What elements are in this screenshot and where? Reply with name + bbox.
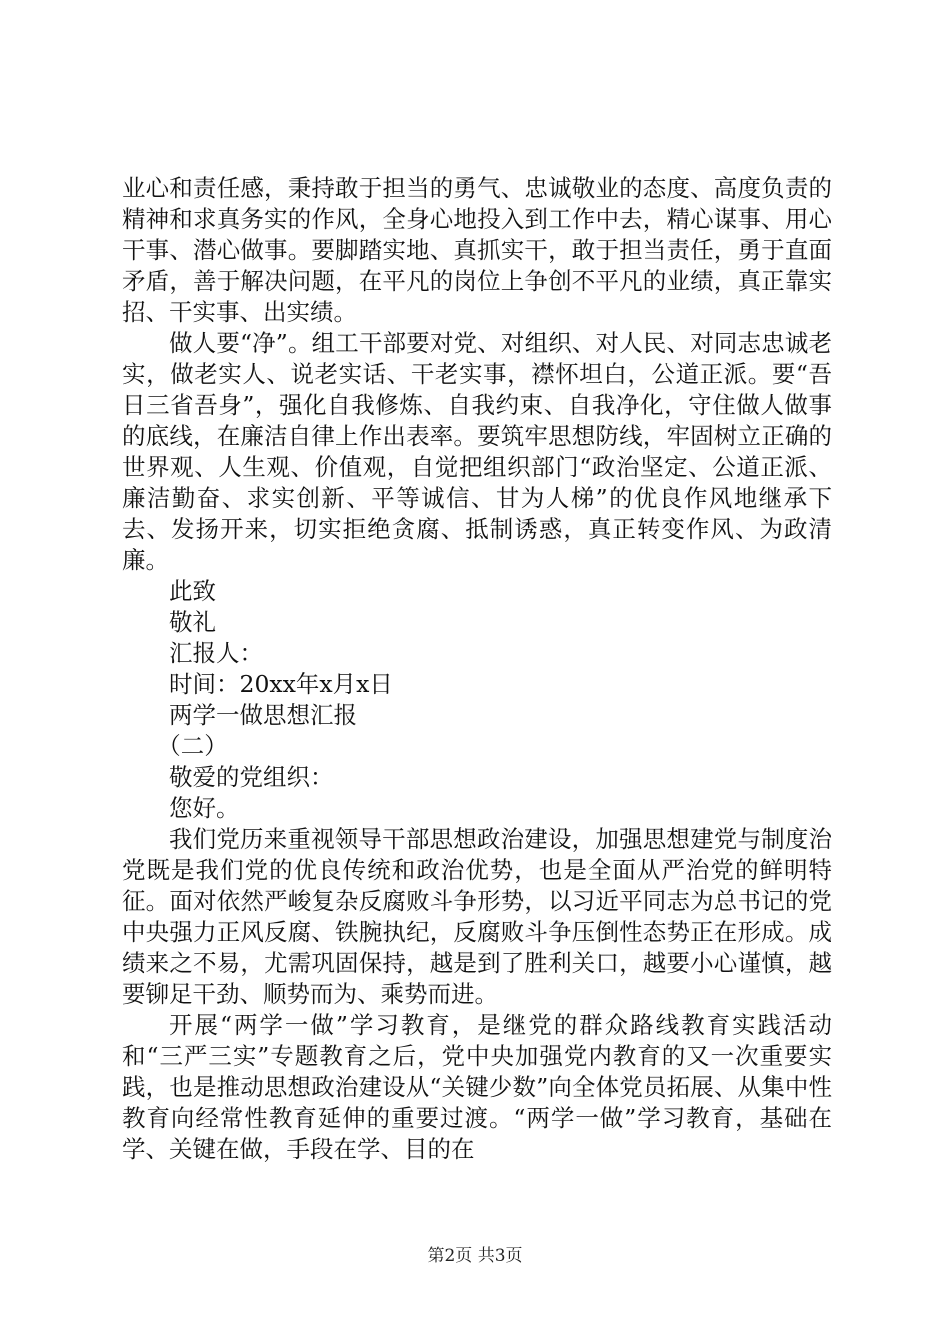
paragraph-integrity: 做人要“净”。组工干部要对党、对组织、对人民、对同志忠诚老实，做老实人、说老实话、干老实事，襟怀坦白，公道正派。要“吾日三省吾身”，强化自我修炼、自我约束、自我净化，守住做人做事的底线，在廉洁自律上作出表率。要筑牢思想防线，牢固树立正确的世界观、人生观、价值观，自觉把组织部门“政治坚定、公道正派、廉洁勤奋、求实创新、平等诚信、甘为人梯”的优良作风地继承下去、发扬开来，切实拒绝贪腐、抵制诱惑，真正转变作风、为政清廉。: [122, 329, 832, 574]
hello-line: 您好。: [169, 794, 240, 822]
section-subtitle: （二）: [157, 732, 228, 760]
date-line: 时间：20xx年x月x日: [169, 670, 393, 698]
page-footer: 第2页 共3页: [427, 1246, 523, 1266]
closing-regards: 敬礼: [169, 608, 216, 636]
section-title: 两学一做思想汇报: [169, 701, 357, 729]
paragraph-party-building: 我们党历来重视领导干部思想政治建设，加强思想建党与制度治党既是我们党的优良传统和政治优势，也是全面从严治党的鲜明特征。面对依然严峻复杂反腐败斗争形势，以习近平同志为总书记的党中央强力正风反腐、铁腕执纪，反腐败斗争压倒性态势正在形成。成绩来之不易，尤需巩固保持，越是到了胜利关口，越要小心谨慎，越要铆足干劲、顺势而为、乘势而进。: [122, 825, 832, 1008]
closing-salutation: 此致: [169, 577, 216, 605]
greeting: 敬爱的党组织：: [169, 763, 334, 791]
document-body: [122, 173, 832, 1165]
paragraph-continued: 业心和责任感，秉持敢于担当的勇气、忠诚敬业的态度、高度负责的精神和求真务实的作风，全身心地投入到工作中去，精心谋事、用心干事、潜心做事。要脚踏实地、真抓实干，敢于担当责任，勇于直面矛盾，善于解决问题，在平凡的岗位上争创不平凡的业绩，真正靠实招、干实事、出实绩。: [122, 174, 832, 326]
reporter-label: 汇报人：: [169, 639, 263, 667]
paragraph-two-studies: 开展“两学一做”学习教育，是继党的群众路线教育实践活动和“三严三实”专题教育之后，党中央加强党内教育的又一次重要实践，也是推动思想政治建设从“关键少数”向全体党员拓展、从集中性教育向经常性教育延伸的重要过渡。“两学一做”学习教育，基础在学、关键在做，手段在学、目的在: [122, 1011, 832, 1163]
